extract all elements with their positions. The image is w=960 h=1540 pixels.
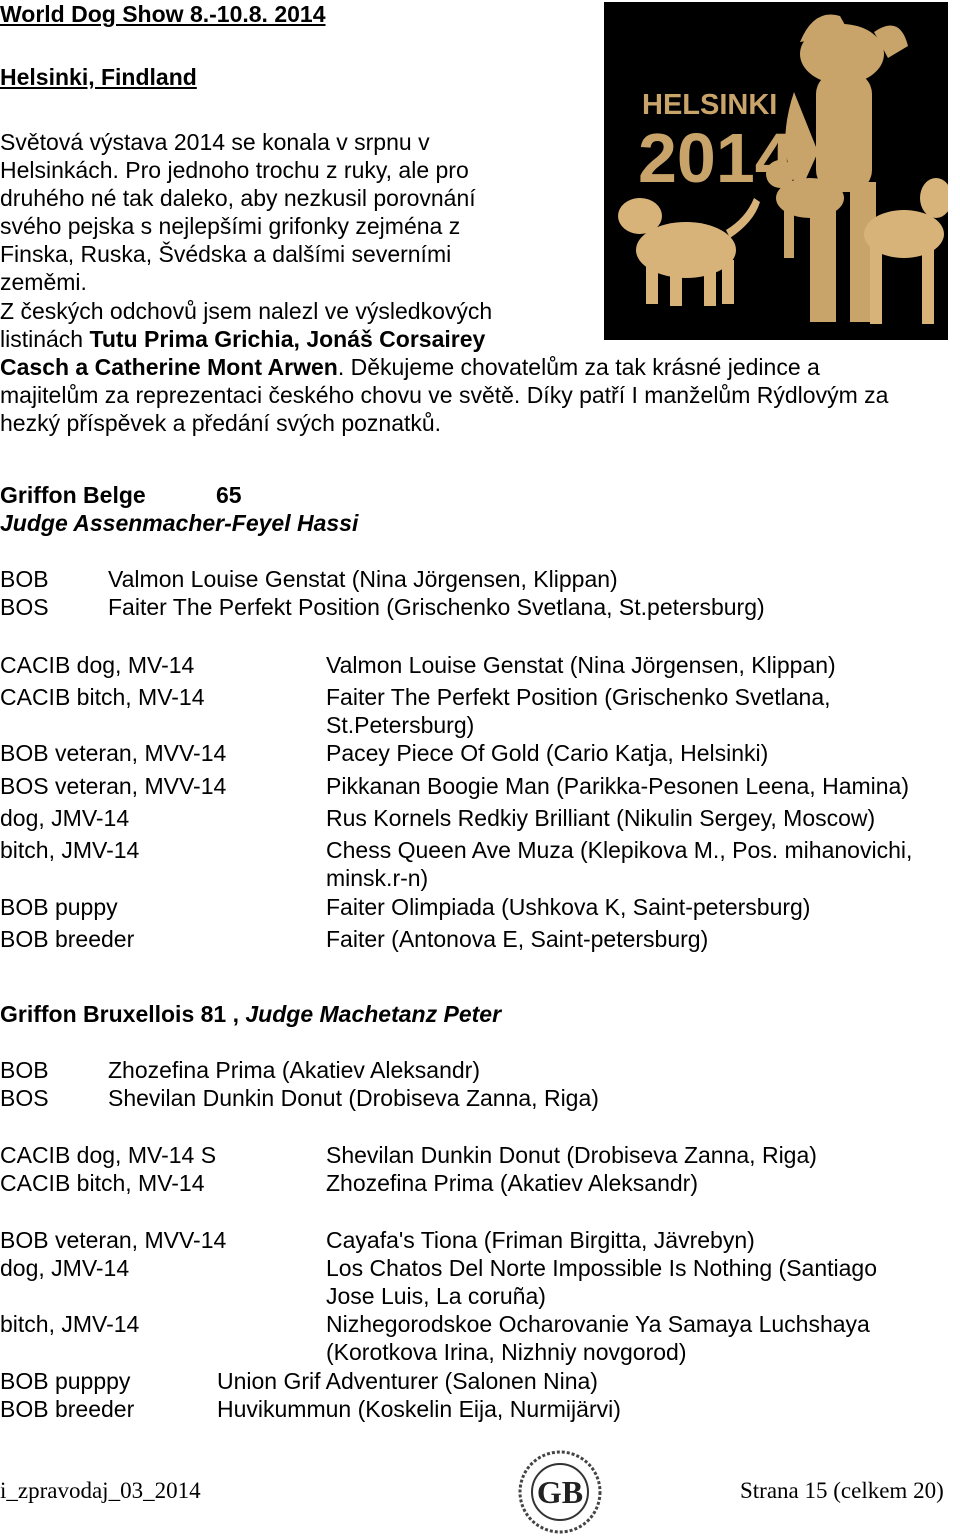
- intro-text: . Děkujeme chovatelům za tak krásné jedince a: [337, 354, 820, 380]
- result-value: Faiter (Antonova E, Saint-petersburg): [326, 926, 709, 952]
- result-value-cont: (Korotkova Irina, Nizhniy novgorod): [326, 1339, 687, 1365]
- section2-bos-value: Shevilan Dunkin Donut (Drobiseva Zanna, Riga): [108, 1085, 599, 1111]
- result-label: BOB puppy: [0, 894, 118, 920]
- poster-year-text: 2014: [638, 119, 794, 197]
- intro-line: Finska, Ruska, Švédska a dalšími severními: [0, 241, 452, 267]
- result-label: BOB veteran, MVV-14: [0, 1227, 227, 1253]
- result-value: Faiter Olimpiada (Ushkova K, Saint-petersburg): [326, 894, 811, 920]
- intro-line: hezký příspěvek a předání svých poznatků.: [0, 410, 442, 436]
- result-value: Chess Queen Ave Muza (Klepikova M., Pos. mihanovichi,: [326, 837, 913, 863]
- result-label: dog, JMV-14: [0, 1255, 130, 1281]
- intro-paragraph-2: [0, 297, 958, 437]
- footer-issue: i_zpravodaj_03_2014: [0, 1478, 201, 1503]
- result-label: CACIB bitch, MV-14: [0, 1170, 205, 1196]
- intro-paragraph-1: [0, 128, 958, 296]
- section1-bos-value: Faiter The Perfekt Position (Grischenko Svetlana, St.petersburg): [108, 594, 765, 620]
- result-value: Pacey Piece Of Gold (Cario Katja, Helsinki): [326, 740, 769, 766]
- result-value: Faiter The Perfekt Position (Grischenko Svetlana,: [326, 684, 831, 710]
- result-value-cont: minsk.r-n): [326, 865, 429, 891]
- intro-line: [0, 325, 958, 353]
- intro-text: listinách: [0, 326, 90, 352]
- result-label: CACIB dog, MV-14: [0, 652, 195, 678]
- footer-page-number: Strana 15 (celkem 20): [740, 1478, 944, 1503]
- result-value: Rus Kornels Redkiy Brilliant (Nikulin Sergey, Moscow): [326, 805, 876, 831]
- result-value: Zhozefina Prima (Akatiev Aleksandr): [326, 1170, 698, 1196]
- result-label: BOS veteran, MVV-14: [0, 773, 227, 799]
- result-label: bitch, JMV-14: [0, 1311, 140, 1337]
- result-value-cont: St.Petersburg): [326, 712, 475, 738]
- club-seal-logo: [508, 1450, 612, 1534]
- intro-line: svého pejska s nejlepšími grifonky zejména z: [0, 213, 461, 239]
- section1-bos-label: BOS: [0, 594, 49, 620]
- section1-count: 65: [216, 482, 242, 508]
- czech-dogs-names-cont: Casch a Catherine Mont Arwen: [0, 354, 338, 380]
- result-value: Huvikummun (Koskelin Eija, Nurmijärvi): [217, 1396, 621, 1422]
- seal-graphic: [508, 1450, 612, 1534]
- section1-judge: Judge Assenmacher-Feyel Hassi: [0, 510, 359, 536]
- result-label: dog, JMV-14: [0, 805, 130, 831]
- section1-bob-value: Valmon Louise Genstat (Nina Jörgensen, Klippan): [108, 566, 618, 592]
- intro-line: zeměmi.: [0, 269, 87, 295]
- intro-line: [0, 353, 958, 381]
- result-value: Los Chatos Del Norte Impossible Is Nothing (Santiago: [326, 1255, 878, 1281]
- czech-dogs-names: Tutu Prima Grichia, Jonáš Corsairey: [89, 326, 486, 352]
- page-title: World Dog Show 8.-10.8. 2014: [0, 1, 326, 27]
- result-label: BOB veteran, MVV-14: [0, 740, 227, 766]
- result-value-cont: Jose Luis, La coruña): [326, 1283, 546, 1309]
- result-label: BOB breeder: [0, 926, 135, 952]
- result-label: BOB pupppy: [0, 1368, 131, 1394]
- section2-heading: [0, 1000, 501, 1028]
- result-label: CACIB dog, MV-14 S: [0, 1142, 217, 1168]
- section1-breed: Griffon Belge: [0, 482, 146, 508]
- intro-line: Helsinkách. Pro jednoho trochu z ruky, ale pro: [0, 157, 469, 183]
- intro-line: majitelům za reprezentaci českého chovu ve světě. Díky patří I manželům Rýdlovým za: [0, 382, 889, 408]
- section2-breed: Griffon Bruxellois 81 ,: [0, 1001, 239, 1027]
- page-subtitle: Helsinki, Findland: [0, 64, 197, 90]
- poster-helsinki-text: HELSINKI: [642, 89, 778, 121]
- result-label: bitch, JMV-14: [0, 837, 140, 863]
- intro-line: druhého né tak daleko, aby nezkusil porovnání: [0, 185, 476, 211]
- intro-line: Světová výstava 2014 se konala v srpnu v: [0, 129, 430, 155]
- result-label: CACIB bitch, MV-14: [0, 684, 205, 710]
- result-label: BOB breeder: [0, 1396, 135, 1422]
- result-value: Shevilan Dunkin Donut (Drobiseva Zanna, Riga): [326, 1142, 817, 1168]
- section2-bos-label: BOS: [0, 1085, 49, 1111]
- result-value: Union Grif Adventurer (Salonen Nina): [217, 1368, 598, 1394]
- result-value: Valmon Louise Genstat (Nina Jörgensen, Klippan): [326, 652, 836, 678]
- result-value: Pikkanan Boogie Man (Parikka-Pesonen Leena, Hamina): [326, 773, 909, 799]
- result-value: Nizhegorodskoe Ocharovanie Ya Samaya Luchshaya: [326, 1311, 870, 1337]
- result-value: Cayafa's Tiona (Friman Birgitta, Jävrebyn): [326, 1227, 755, 1253]
- seal-letters: GB: [536, 1474, 584, 1510]
- section1-bob-label: BOB: [0, 566, 49, 592]
- intro-line: Z českých odchovů jsem nalezl ve výsledkových: [0, 298, 493, 324]
- section2-bob-label: BOB: [0, 1057, 49, 1083]
- section2-bob-value: Zhozefina Prima (Akatiev Aleksandr): [108, 1057, 480, 1083]
- section2-judge: Judge Machetanz Peter: [245, 1001, 502, 1027]
